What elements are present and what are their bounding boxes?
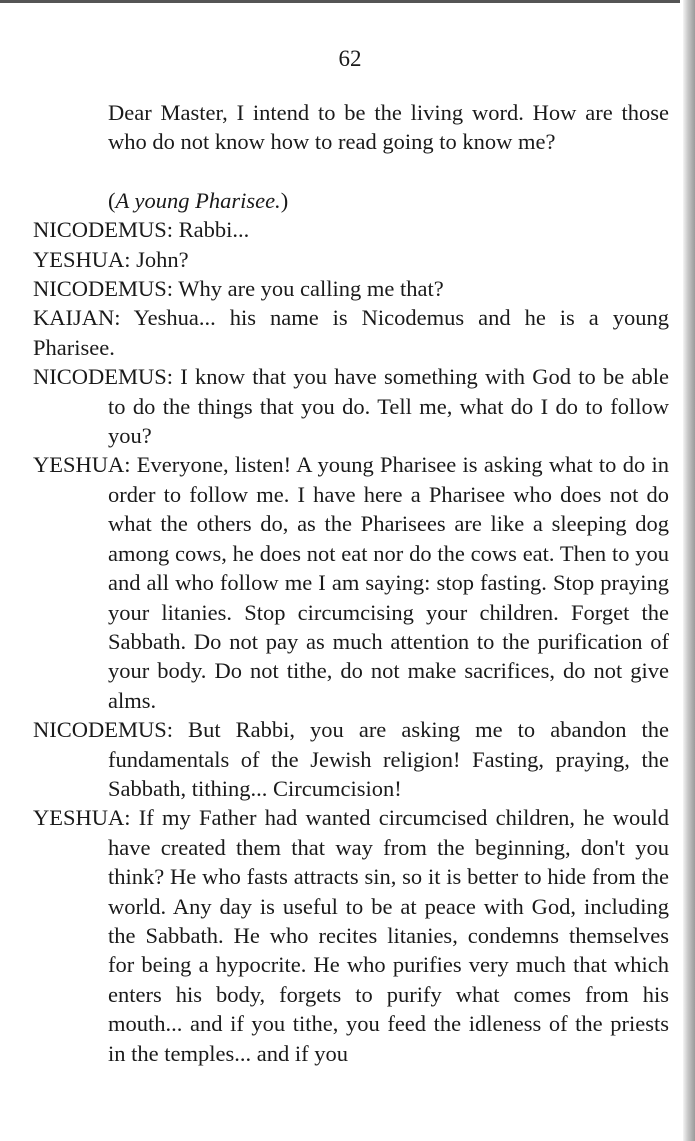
dialogue-nicodemus-follow: NICODEMUS: I know that you have something with God to be able to do the things that you do. Tell me, what do I do to follow you? xyxy=(33,364,669,449)
page-number: 62 xyxy=(338,46,362,71)
dialogue-yeshua-john: YESHUA: John? xyxy=(33,246,189,272)
stage-open-paren: ( xyxy=(108,187,116,213)
dialogue-nicodemus-abandon: NICODEMUS: But Rabbi, you are asking me to abandon the fundamentals of the Jewish religion! Fasting, praying, the Sabbath, tithing... Circumcision! xyxy=(33,717,669,801)
dialogue-nicodemus-why: NICODEMUS: Why are you calling me that? xyxy=(33,276,444,302)
page-text xyxy=(33,98,669,1068)
top-edge-rule xyxy=(0,0,680,3)
dialogue-nicodemus-rabbi: NICODEMUS: Rabbi... xyxy=(33,217,250,243)
stage-direction xyxy=(33,186,669,215)
stage-close-paren: ) xyxy=(280,187,289,213)
paragraph-living-word: Dear Master, I intend to be the living word. How are those who do not know how to read going to know me? xyxy=(108,100,669,155)
dialogue-yeshua-listen: YESHUA: Everyone, listen! A young Pharisee is asking what to do in order to follow me. I have here a Pharisee who does not do what the others do, as the Pharisees are like a sleeping dog among cows, he does not eat nor do the cows eat. Then to you and all who follow me I am saying: stop fasting. Stop praying your litanies. Stop circumcising your children. Forget the Sabbath. Do not pay as much attention to the purification of your body. Do not tithe, do not make sacrifices, do not give alms. xyxy=(33,452,669,713)
dialogue-kaijan: KAIJAN: Yeshua... his name is Nicodemus and he is a young Pharisee. xyxy=(33,305,669,360)
page-edge-shadow xyxy=(683,0,695,1141)
stage-direction-text: A young Pharisee. xyxy=(115,187,281,213)
paragraph-gap xyxy=(33,157,669,186)
dialogue-yeshua-father: YESHUA: If my Father had wanted circumcised children, he would have created them that way from the beginning, don't you think? He who fasts attracts sin, so it is better to hide from the world. Any day is useful to be at peace with God, including the Sabbath. He who recites litanies, condemns themselves for being a hypocrite. He who purifies very much that which enters his body, forgets to purify what comes from his mouth... and if you tithe, you feed the idleness of the priests in the temples... and if you xyxy=(33,805,669,1066)
